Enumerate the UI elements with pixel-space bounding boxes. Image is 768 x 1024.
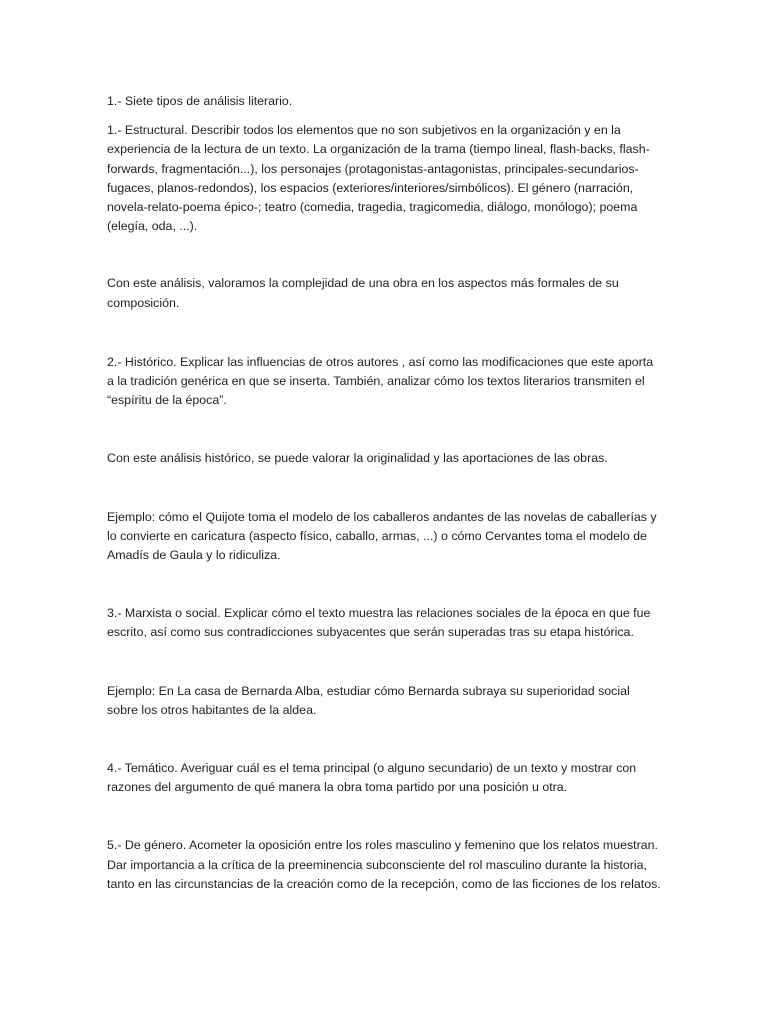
paragraph-thematic: 4.- Temático. Averiguar cuál es el tema principal (o alguno secundario) de un texto y mostrar con razones del argumento de qué manera la obra toma partido por una posición u otra. xyxy=(107,761,637,795)
paragraph-structural: 1.- Estructural. Describir todos los elementos que no son subjetivos en la organización y en la experiencia de la lectura de un texto. La organización de la trama (tiempo lineal, flash-backs, flash-forwards, fragmentación...), los personajes (protagonistas-antagonistas, principales-secundarios-fugaces, planos-redondos), los espacios (exteriores/interiores/simbólicos). El género (narración, novela-relato-poema épico-; teatro (comedia, tragedia, tragicomedia, diálogo, monólogo); poema (elegía, oda, ...). xyxy=(107,123,650,234)
paragraph-historical-value: Con este análisis histórico, se puede valorar la originalidad y las aportaciones de las obras. xyxy=(107,451,608,466)
paragraph-structural-value: Con este análisis, valoramos la complejidad de una obra en los aspectos más formales de su composición. xyxy=(107,276,619,310)
paragraph-gender: 5.- De género. Acometer la oposición entre los roles masculino y femenino que los relatos muestran. Dar importancia a la crítica de la preeminencia subconsciente del rol masculino durante la historia, tanto en las circunstancias de la creación como de la recepción, como de las ficciones de los relatos. xyxy=(107,838,661,891)
paragraph-marxist: 3.- Marxista o social. Explicar cómo el texto muestra las relaciones sociales de la época en que fue escrito, así como sus contradicciones subyacentes que serán superadas tras su etapa histórica. xyxy=(107,606,651,640)
document-title: 1.- Siete tipos de análisis literario. xyxy=(107,94,293,108)
paragraph-marxist-example: Ejemplo: En La casa de Bernarda Alba, estudiar cómo Bernarda subraya su superioridad social sobre los otros habitantes de la aldea. xyxy=(107,683,630,717)
document-body xyxy=(107,92,663,894)
paragraph-historical-example: Ejemplo: cómo el Quijote toma el modelo de los caballeros andantes de las novelas de caballerías y lo convierte en caricatura (aspecto físico, caballo, armas, ...) o cómo Cervantes toma el modelo de Amadís de Gaula y lo ridiculiza. xyxy=(107,509,657,563)
paragraph-historical: 2.- Histórico. Explicar las influencias de otros autores , así como las modificaciones que este aporta a la tradición genérica en que se inserta. También, analizar cómo los textos literarios transmiten el “espíritu de la época”. xyxy=(107,354,654,408)
